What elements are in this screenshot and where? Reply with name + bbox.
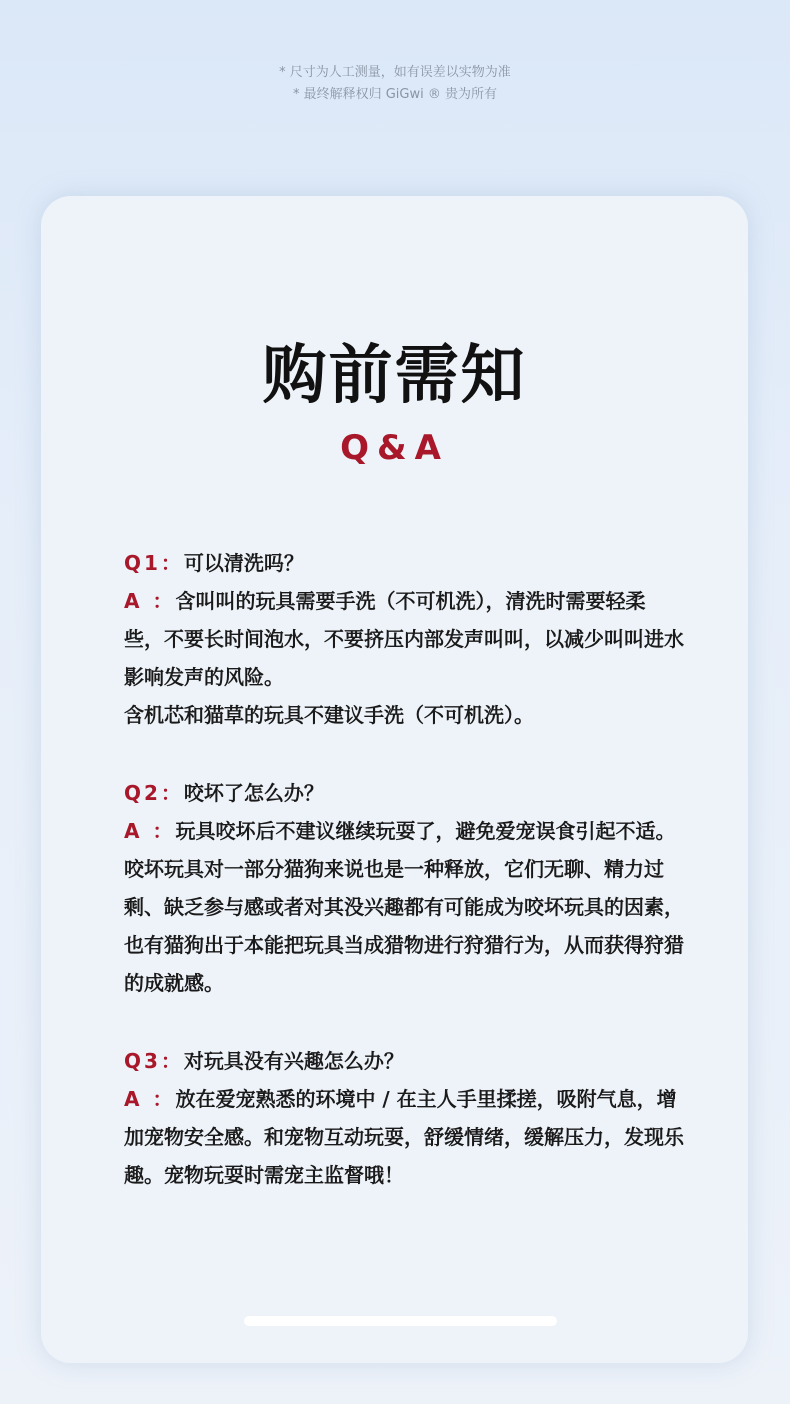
question (124, 544, 684, 582)
qa-list (124, 544, 684, 1234)
answer-tag: A ： (124, 589, 176, 613)
disclaimer (0, 62, 790, 106)
qa-item (124, 774, 684, 1002)
answer-tag: A ： (124, 819, 176, 843)
disclaimer-line-1: * 尺寸为人工测量，如有误差以实物为准 (279, 65, 511, 80)
home-indicator-bar[interactable] (244, 1316, 557, 1326)
question-text: 对玩具没有兴趣怎么办？ (183, 1049, 404, 1073)
answer-text: 含叫叫的玩具需要手洗（不可机洗），清洗时需要轻柔些，不要长时间泡水，不要挤压内部发声叫叫，以减少叫叫进水影响发声的风险。 (124, 589, 684, 689)
disclaimer-line-2: * 最终解释权归 GiGwi ® 贵为所有 (292, 87, 498, 102)
question (124, 774, 684, 812)
page-subtitle: Q&A (340, 428, 449, 468)
qa-card (41, 196, 748, 1363)
answer (124, 812, 684, 1002)
answer (124, 1080, 684, 1194)
question-text: 咬坏了怎么办？ (183, 781, 324, 805)
question-tag: Q3： (124, 1049, 184, 1073)
answer (124, 582, 684, 696)
question-tag: Q2： (124, 781, 184, 805)
page-title: 购前需知 (262, 339, 527, 413)
answer-tag: A ： (124, 1087, 176, 1111)
qa-item (124, 544, 684, 734)
answer-text: 玩具咬坏后不建议继续玩耍了，避免爱宠误食引起不适。咬坏玩具对一部分猫狗来说也是一种释放，它们无聊、精力过剩、缺乏参与感或者对其没兴趣都有可能成为咬坏玩具的因素，也有猫狗出于本能把玩具当成猎物进行狩猎行为，从而获得狩猎的成就感。 (124, 819, 684, 995)
question-tag: Q1： (124, 551, 184, 575)
qa-item (124, 1042, 684, 1194)
question (124, 1042, 684, 1080)
question-text: 可以清洗吗？ (183, 551, 304, 575)
answer-extra: 含机芯和猫草的玩具不建议手洗（不可机洗）。 (124, 703, 534, 727)
answer-text: 放在爱宠熟悉的环境中 / 在主人手里揉搓，吸附气息，增加宠物安全感。和宠物互动玩耍，舒缓情绪，缓解压力，发现乐趣。宠物玩耍时需宠主监督哦！ (124, 1087, 684, 1187)
